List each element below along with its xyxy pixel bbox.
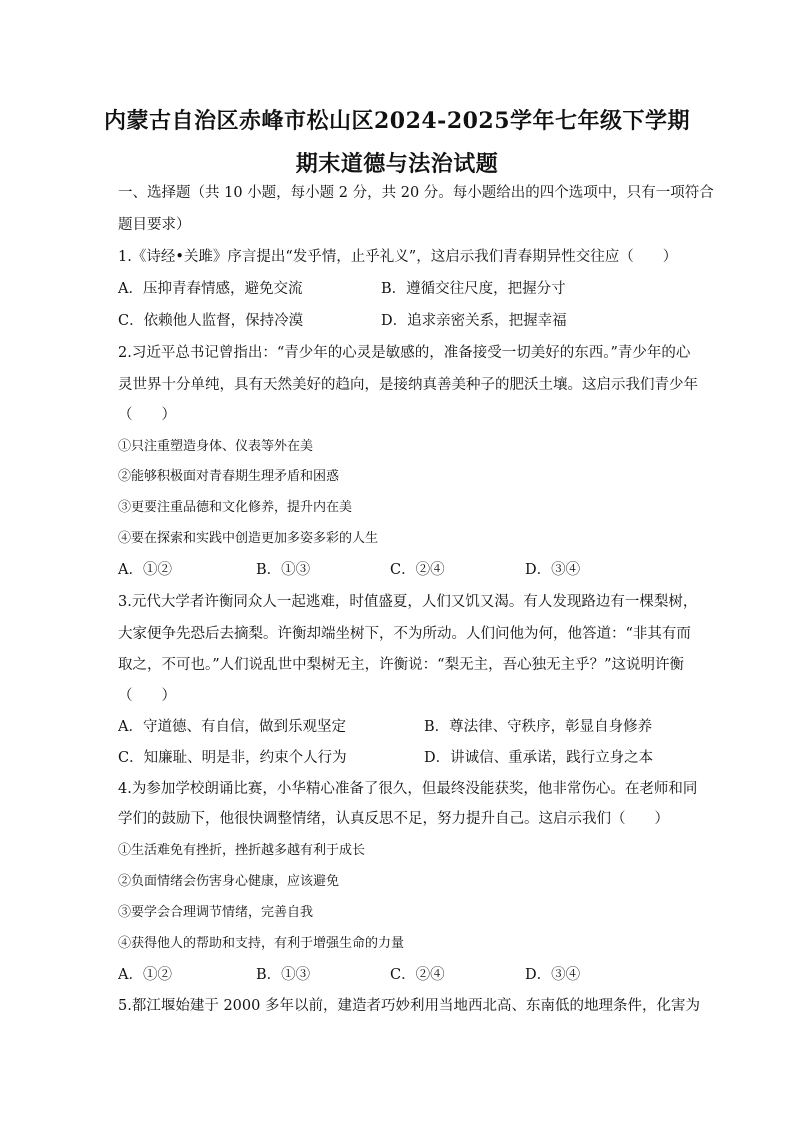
question-4-option-b: B．①③ xyxy=(256,967,311,983)
section-heading-cont: 题目要求） xyxy=(118,217,191,233)
question-2-option-c: C．②④ xyxy=(390,562,445,578)
question-4-item-4: ④获得他人的帮助和支持，有利于增强生命的力量 xyxy=(118,936,405,951)
question-1-option-c: C．依赖他人监督，保持冷漠 xyxy=(118,313,304,329)
question-2-item-2: ②能够积极面对青春期生理矛盾和困惑 xyxy=(118,469,340,484)
exam-title-line2: 期末道德与法治试题 xyxy=(295,151,499,177)
question-4-stem-cont: 学们的鼓励下，他很快调整情绪，认真反思不足，努力提升自己。这启示我们（ ） xyxy=(118,811,669,827)
question-2-answer-blank: （ ） xyxy=(118,407,176,423)
question-3-stem-cont-2: 取之，不可也。”人们说乱世中梨树无主，许衡说：“梨无主，吾心独无主乎？”这说明许衡 xyxy=(118,657,684,673)
question-4-option-a: A．①② xyxy=(118,967,172,983)
question-3-option-b: B．尊法律、守秩序，彰显自身修养 xyxy=(424,719,653,735)
question-1-option-a: A．压抑青春情感，避免交流 xyxy=(118,281,303,297)
question-3-option-d: D．讲诚信、重承诺，践行立身之本 xyxy=(424,750,654,766)
question-1-option-d: D．追求亲密关系，把握幸福 xyxy=(381,313,567,329)
question-3-stem: 3.元代大学者许衡同众人一起逃难，时值盛夏，人们又饥又渴。有人发现路边有一棵梨树， xyxy=(118,594,698,610)
question-2-item-3: ③更要注重品德和文化修养，提升内在美 xyxy=(118,500,353,515)
question-3-option-a: A．守道德、有自信，做到乐观坚定 xyxy=(118,719,346,735)
question-3-option-c: C．知廉耻、明是非，约束个人行为 xyxy=(118,750,347,766)
question-2-stem: 2.习近平总书记曾指出：“青少年的心灵是敏感的，准备接受一切美好的东西。”青少年的心 xyxy=(118,345,691,361)
question-4-item-1: ①生活难免有挫折，挫折越多越有利于成长 xyxy=(118,843,366,858)
question-1-stem: 1.《诗经•关雎》序言提出“发乎情，止乎礼义”，这启示我们青春期异性交往应（ ） xyxy=(118,249,678,265)
question-1-option-b: B．遵循交往尺度，把握分寸 xyxy=(381,281,566,297)
question-4-stem: 4.为参加学校朗诵比赛，小华精心准备了很久，但最终没能获奖，他非常伤心。在老师和同 xyxy=(118,781,698,797)
question-3-answer-blank: （ ） xyxy=(118,688,176,704)
question-4-item-3: ③要学会合理调节情绪，完善自我 xyxy=(118,905,314,920)
question-2-option-a: A．①② xyxy=(118,562,172,578)
question-2-option-b: B．①③ xyxy=(256,562,311,578)
question-5-stem: 5.都江堰始建于 2000 多年以前，建造者巧妙利用当地西北高、东南低的地理条件，化害为 xyxy=(118,998,700,1014)
question-4-option-d: D．③④ xyxy=(525,967,581,983)
question-4-option-c: C．②④ xyxy=(390,967,445,983)
question-2-option-d: D．③④ xyxy=(525,562,581,578)
exam-title-line1: 内蒙古自治区赤峰市松山区2024-2025学年七年级下学期 xyxy=(103,108,691,134)
question-2-stem-cont: 灵世界十分单纯，具有天然美好的趋向，是接纳真善美种子的肥沃土壤。这启示我们青少年 xyxy=(118,377,698,393)
question-4-item-2: ②负面情绪会伤害身心健康，应该避免 xyxy=(118,874,340,889)
section-heading: 一、选择题（共 10 小题，每小题 2 分，共 20 分。每小题给出的四个选项中，只有一项符合 xyxy=(118,185,714,201)
question-2-item-1: ①只注重塑造身体、仪表等外在美 xyxy=(118,439,314,454)
question-2-item-4: ④要在探索和实践中创造更加多姿多彩的人生 xyxy=(118,531,379,546)
question-3-stem-cont: 大家便争先恐后去摘梨。许衡却端坐树下，不为所动。人们问他为何，他答道：“非其有而 xyxy=(118,626,691,642)
